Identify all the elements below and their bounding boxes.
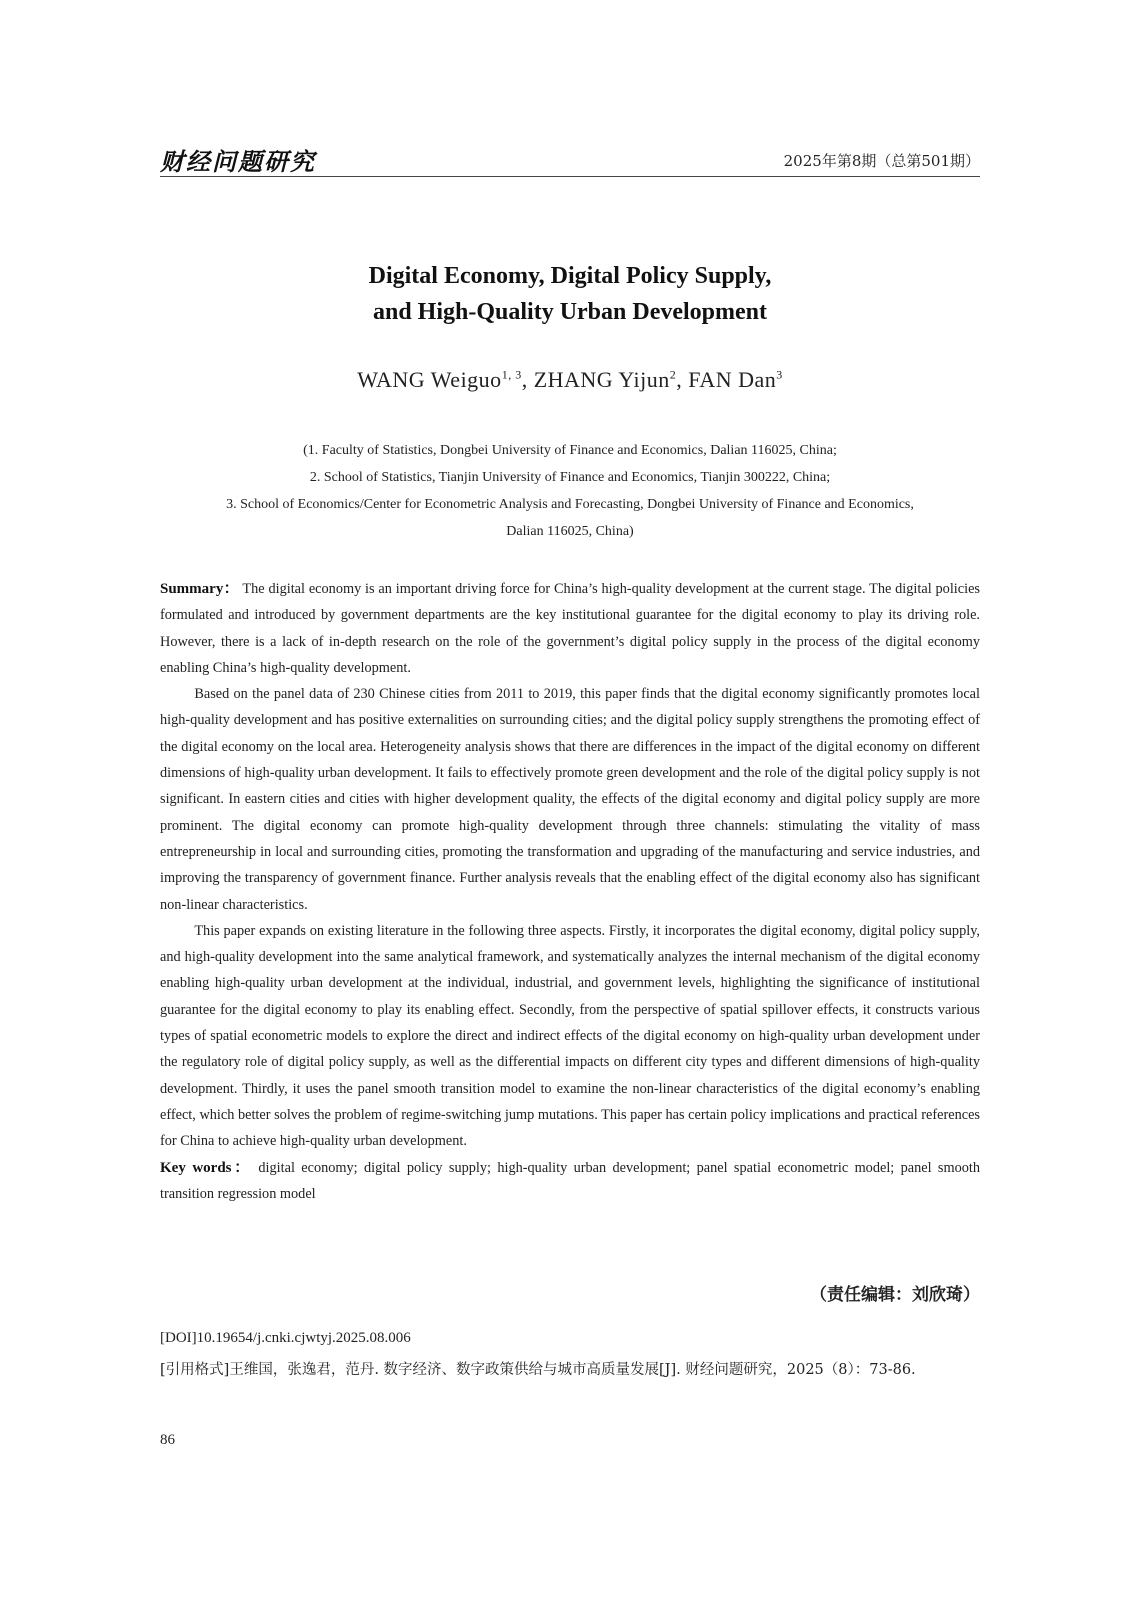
doi: [DOI]10.19654/j.cnki.cjwtyj.2025.08.006: [160, 1330, 411, 1346]
summary-section: [160, 576, 980, 1207]
summary-paragraph-1: [160, 576, 980, 681]
affiliation-line: Dalian 116025, China): [506, 524, 634, 539]
affiliations: [160, 437, 980, 545]
affiliation-line: (1. Faculty of Statistics, Dongbei University of Finance and Economics, Dalian 116025, China;: [303, 443, 837, 458]
page-number: 86: [160, 1432, 175, 1448]
page-header: [160, 140, 980, 177]
author-affil-sup: 3: [776, 367, 783, 382]
issue-info: 2025年第8期（总第501期）: [783, 152, 980, 170]
summary-paragraph-2: Based on the panel data of 230 Chinese cities from 2011 to 2019, this paper finds that the digital economy significantly promotes local high-quality development and has positive externalities on surrounding cities; and the digital policy supply strengthens the promoting effect of the digital economy on the local area. Heterogeneity analysis shows that there are differences in the impact of the digital economy on different dimensions of high-quality urban development. It fails to effectively promote green development and the role of the digital policy supply is not significant. In eastern cities and cities with higher development quality, the effects of the digital economy and digital policy supply are more prominent. The digital economy can promote high-quality development through three channels: stimulating the vitality of mass entrepreneurship in local and surrounding cities, promoting the transformation and upgrading of the manufacturing and service industries, and improving the transparency of government finance. Further analysis reveals that the enabling effect of the digital economy also has significant non-linear characteristics.: [160, 686, 980, 913]
author-list: [160, 367, 980, 393]
citation-format: [引用格式]王维国，张逸君，范丹. 数字经济、数字政策供给与城市高质量发展[J]. 财经问题研究，2025（8）：73-86.: [160, 1362, 916, 1378]
author-affil-sup: 1, 3: [501, 367, 522, 382]
affiliation-line: 3. School of Economics/Center for Econometric Analysis and Forecasting, Dongbei University of Finance and Economics,: [226, 497, 914, 512]
keywords-text: digital economy; digital policy supply; high-quality urban development; panel spatial econometric model; panel smooth transition regression model: [160, 1159, 981, 1202]
keywords-label: Key words：: [160, 1159, 253, 1176]
title-line-2: and High-Quality Urban Development: [372, 299, 768, 325]
keywords-paragraph: [160, 1155, 980, 1208]
author-name: ZHANG Yijun: [533, 367, 670, 392]
author-separator: ,: [521, 367, 534, 392]
article-title: [160, 258, 980, 330]
author-affil-sup: 2: [669, 367, 677, 382]
author-separator: ,: [676, 367, 689, 392]
summary-text-1: The digital economy is an important driving force for China’s high-quality development at the current stage. The digital policies formulated and introduced by government departments are the key institutional guarantee for the digital economy to play its driving role. However, there is a lack of in-depth research on the role of the government’s digital policy supply in the process of the digital economy enabling China’s high-quality development.: [160, 581, 980, 676]
title-line-1: Digital Economy, Digital Policy Supply,: [368, 263, 772, 289]
author-name: WANG Weiguo: [357, 367, 502, 392]
summary-label: Summary：: [160, 581, 239, 597]
author-name: FAN Dan: [688, 367, 777, 392]
journal-logo: 财经问题研究: [160, 147, 316, 176]
responsible-editor: （责任编辑：刘欣琦）: [810, 1285, 980, 1305]
summary-paragraph-3: This paper expands on existing literature in the following three aspects. Firstly, it incorporates the digital economy, digital policy supply, and high-quality development into the same analytical framework, and systematically analyzes the internal mechanism of the digital economy enabling high-quality urban development at the individual, industrial, and government levels, highlighting the significance of institutional guarantee for the digital economy to play its enabling effect. Secondly, from the perspective of spatial spillover effects, it constructs various types of spatial econometric models to explore the direct and indirect effects of the digital economy on high-quality urban development under the regulatory role of digital policy supply, as well as the differential impacts on different city types and different dimensions of high-quality development. Thirdly, it uses the panel smooth transition model to examine the non-linear characteristics of the digital economy’s enabling effect, which better solves the problem of regime-switching jump mutations. This paper has certain policy implications and practical references for China to achieve high-quality urban development.: [160, 922, 980, 1150]
affiliation-line: 2. School of Statistics, Tianjin University of Finance and Economics, Tianjin 300222, China;: [309, 470, 831, 485]
